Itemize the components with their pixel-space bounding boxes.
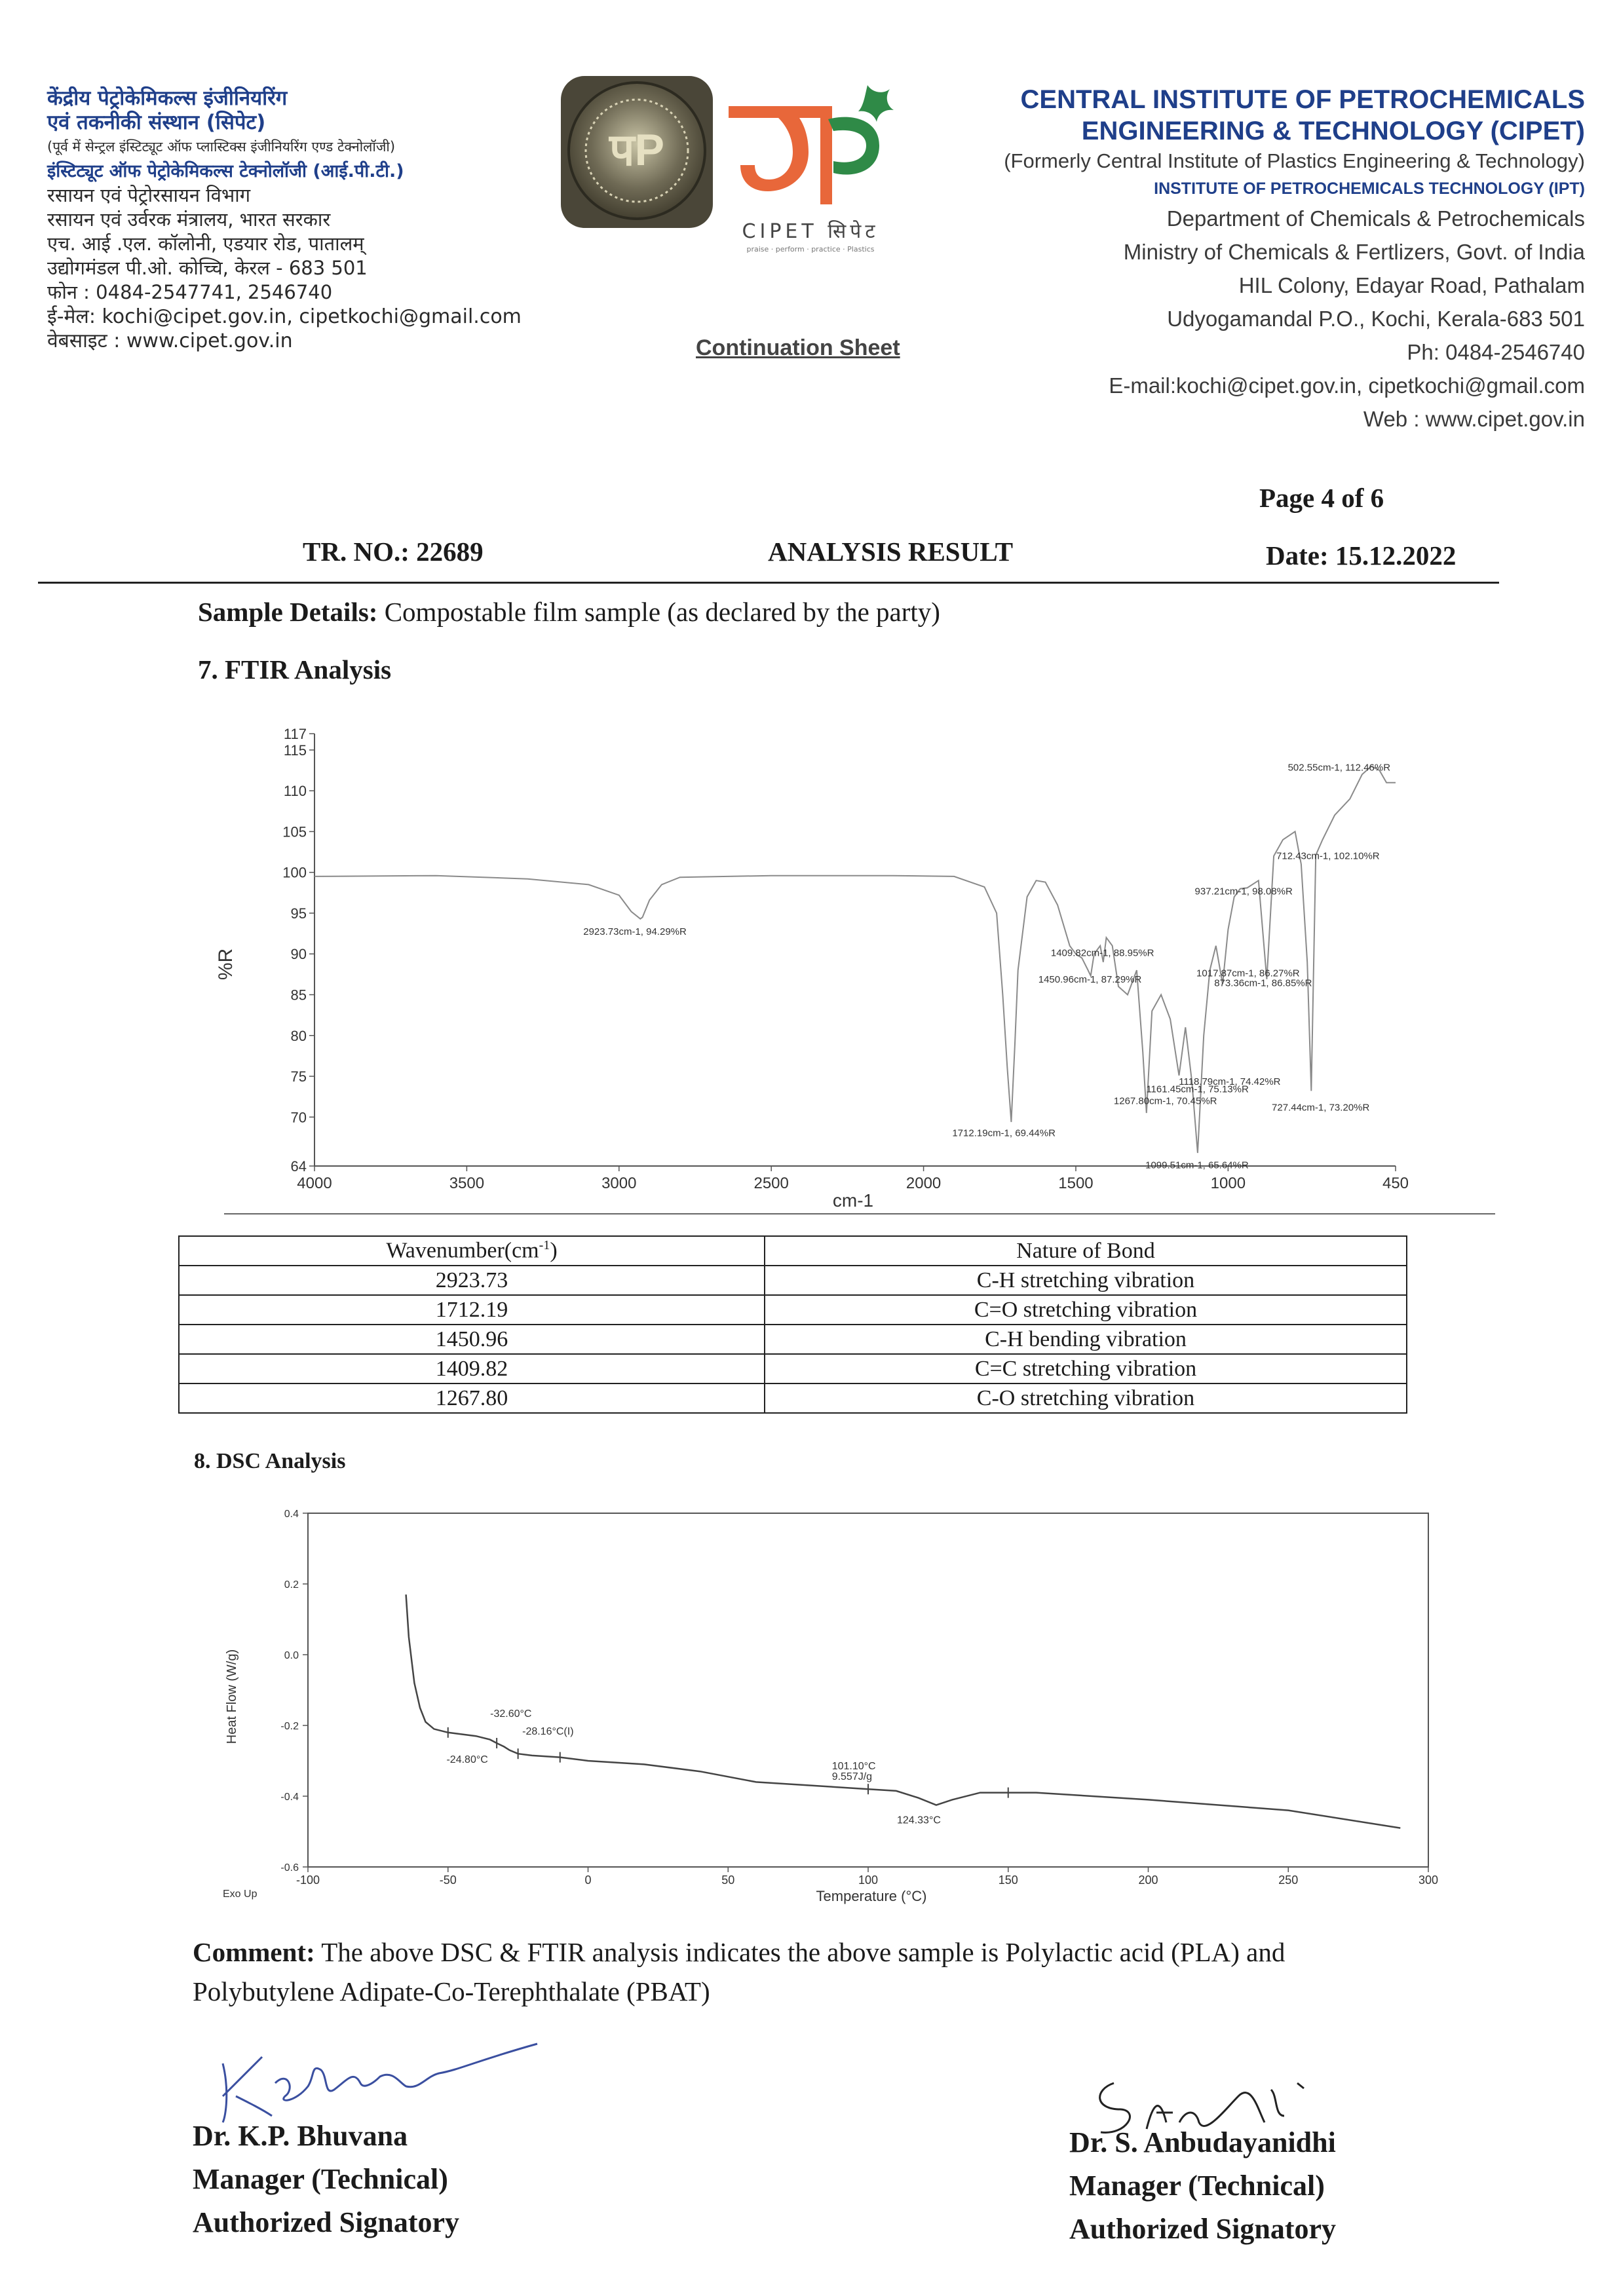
ftir-y-tick-label: 110 [283,783,307,800]
dsc-y-tick-label: 0.4 [284,1509,299,1520]
bond-cell: C-H bending vibration [765,1325,1407,1354]
wavenumber-cell: 2923.73 [179,1266,765,1295]
bond-table [178,1235,1407,1414]
ftir-x-tick-label: 3000 [601,1175,637,1192]
ftir-peak-label: 712.43cm-1, 102.10%R [1276,850,1380,862]
page-number: Page 4 of 6 [1259,483,1384,513]
ftir-x-tick-label: 2000 [905,1175,942,1192]
ftir-peak-label: 1450.96cm-1, 87.29%R [1038,973,1142,985]
table-header-bond: Nature of Bond [765,1236,1407,1266]
dsc-x-axis-label: Temperature (°C) [816,1888,927,1904]
hindi-line: केंद्रीय पेट्रोकेमिकल्स इंजीनियरिंग [47,86,288,110]
signatory-title: Manager (Technical) [1069,2170,1325,2202]
english-line: Udyogamandal P.O., Kochi, Kerala-683 501 [1167,307,1585,331]
ftir-peak-label: 873.36cm-1, 86.85%R [1214,977,1312,989]
ftir-peak-label: 1118.79cm-1, 74.42%R [1179,1076,1281,1088]
hindi-line: फोन : 0484-2547741, 2546740 [47,281,333,303]
ftir-x-tick-label: 450 [1382,1175,1409,1192]
dsc-heat-flow-line [406,1594,1401,1828]
english-line: Ph: 0484-2546740 [1407,340,1585,364]
comment-line [193,1932,1503,1972]
svg-text:पP: पP [609,125,664,175]
dsc-x-tick-label: -100 [295,1873,320,1887]
comment-block [193,1932,1503,2011]
ftir-chart-svg [216,721,1448,1225]
ftir-y-tick-label: 70 [290,1109,307,1126]
ftir-peak-label: 1712.19cm-1, 69.44%R [952,1127,1056,1139]
dsc-y-axis-label: Heat Flow (W/g) [225,1649,239,1744]
hindi-line: एवं तकनीकी संस्थान (सिपेट) [47,111,266,134]
ftir-x-tick-label: 3500 [449,1175,485,1192]
ftir-peak-label: 1161.45cm-1, 75.13%R [1146,1083,1249,1095]
bond-cell: C-O stretching vibration [765,1383,1407,1413]
table-header-wavenumber: $Wavenumber(cm^{-1})$ [179,1236,765,1266]
sample-details-label: Sample Details: [198,597,378,627]
hindi-line: उद्योगमंडल पी.ओ. कोच्चि, केरल - 683 501 [47,257,368,279]
ftir-peak-label: 937.21cm-1, 98.08%R [1194,886,1293,897]
cipet-logo-text: CIPET सिपेट [742,220,879,243]
table-header-row [179,1236,1407,1266]
ftir-heading: 7. FTIR Analysis [198,654,392,685]
signatory-title: Manager (Technical) [193,2163,448,2195]
dsc-y-tick-label: -0.2 [280,1721,299,1732]
dsc-annotation: -24.80°C [446,1754,488,1766]
ftir-spectrum-line [314,766,1396,1153]
hindi-line: इंस्टिट्यूट ऑफ पेट्रोकेमिकल्स टेक्नोलॉजी (आई.पी.टी.) [47,161,404,181]
ftir-y-tick-label: 105 [282,823,307,840]
dsc-chart [197,1500,1468,1919]
ftir-peak-label: 502.55cm-1, 112.46%R [1287,762,1391,774]
ftir-y-tick-label: 80 [290,1027,307,1044]
dsc-x-tick-label: 50 [721,1873,735,1887]
english-line: E-mail:kochi@cipet.gov.in, cipetkochi@gmail.com [1109,373,1585,398]
dsc-x-tick-label: 150 [998,1873,1018,1887]
hindi-line: एच. आई .एल. कॉलोनी, एडयार रोड, पातालम् [47,233,364,255]
table-row [179,1295,1407,1325]
dsc-x-tick-label: 0 [584,1873,592,1887]
ftir-peak-label: 1099.51cm-1, 65.64%R [1145,1159,1249,1171]
english-line: Ministry of Chemicals & Fertlizers, Govt. of India [1123,240,1585,264]
dsc-y-tick-label: -0.6 [280,1862,299,1873]
dsc-exo-label: Exo Up [223,1889,257,1900]
ftir-y-axis-label: %R [216,948,237,981]
hindi-line: वेबसाइट : www.cipet.gov.in [47,329,293,352]
dsc-annotation: 9.557J/g [831,1771,873,1783]
ftir-y-tick-label: 64 [290,1158,307,1175]
comment-line: Polybutylene Adipate-Co-Terephthalate (PBAT) [193,1976,710,2006]
bond-cell: C-H stretching vibration [765,1266,1407,1295]
ftir-x-axis-label: cm-1 [832,1190,874,1211]
ftir-peak-label: 1267.80cm-1, 70.45%R [1113,1095,1217,1107]
dsc-x-tick-label: 300 [1418,1873,1439,1887]
ftir-x-tick-label: 1500 [1058,1175,1094,1192]
ftir-y-tick-label: 115 [283,742,307,759]
dsc-x-tick-label: 200 [1138,1873,1158,1887]
dsc-y-tick-label: 0.0 [284,1650,299,1661]
dsc-heading: 8. DSC Analysis [194,1449,346,1473]
ftir-peak-label: 2923.73cm-1, 94.29%R [583,926,687,937]
signatory-left [193,2115,459,2244]
ftir-y-tick-label: 100 [282,864,307,881]
wavenumber-cell: 1712.19 [179,1295,765,1325]
english-line: Web : www.cipet.gov.in [1363,407,1585,431]
page-heading: ANALYSIS RESULT [768,536,1014,567]
dsc-annotation: 124.33°C [897,1815,941,1826]
dsc-x-tick-label: 100 [858,1873,879,1887]
chart-divider [224,1213,1495,1214]
english-line: Department of Chemicals & Petrochemicals [1166,206,1585,231]
signatory-role: Authorized Signatory [1069,2213,1336,2245]
english-line: HIL Colony, Edayar Road, Pathalam [1238,273,1585,297]
comment-label: Comment: [193,1937,315,1967]
dsc-chart-svg [197,1500,1468,1919]
table-row [179,1383,1407,1413]
table-row [179,1354,1407,1383]
tr-number: TR. NO.: 22689 [303,536,484,567]
institute-title-line-2: ENGINEERING & TECHNOLOGY (CIPET) [1081,117,1585,145]
institute-title-line-1: CENTRAL INSTITUTE OF PETROCHEMICALS [1020,85,1585,114]
signatory-role: Authorized Signatory [193,2206,459,2238]
dsc-y-tick-label: 0.2 [284,1579,299,1590]
hindi-line: ई-मेल: kochi@cipet.gov.in, cipetkochi@gmail.com [47,305,522,328]
dsc-x-tick-label: -50 [439,1873,457,1887]
dsc-y-tick-label: -0.4 [280,1792,299,1803]
sample-details-value: Compostable film sample (as declared by the party) [377,597,940,627]
ftir-peak-label: 1409.82cm-1, 88.95%R [1050,947,1154,959]
ftir-x-tick-label: 2500 [753,1175,789,1192]
report-date: Date: 15.12.2022 [1266,540,1457,571]
ftir-y-tick-label: 117 [283,726,307,742]
ftir-y-tick-label: 95 [290,905,307,922]
comment-text: The above DSC & FTIR analysis indicates the above sample is Polylactic acid (PLA) and [314,1937,1286,1967]
hologram-seal [558,73,715,231]
hindi-line: रसायन एवं उर्वरक मंत्रालय, भारत सरकार [47,208,331,231]
ftir-peak-label: 727.44cm-1, 73.20%R [1272,1102,1370,1114]
sample-details [198,596,940,628]
dsc-annotation: 101.10°C [831,1761,876,1773]
wavenumber-cell: 1450.96 [179,1325,765,1354]
ftir-x-tick-label: 4000 [297,1175,332,1192]
hindi-line: रसायन एवं पेट्रोरसायन विभाग [47,184,251,206]
english-line: INSTITUTE OF PETROCHEMICALS TECHNOLOGY (IPT) [1154,179,1585,198]
signatory-name: Dr. K.P. Bhuvana [193,2120,408,2152]
handwritten-signature-icon [197,2024,563,2129]
dsc-plot-frame [308,1513,1428,1867]
ftir-peak-label: 1017.87cm-1, 86.27%R [1196,968,1300,979]
ftir-y-tick-label: 90 [290,946,307,963]
bond-cell: C=C stretching vibration [765,1354,1407,1383]
bond-cell: C=O stretching vibration [765,1295,1407,1325]
table-row [179,1266,1407,1295]
continuation-sheet-label: Continuation Sheet [696,335,900,360]
dsc-x-tick-label: 250 [1278,1873,1299,1887]
ftir-y-tick-label: 75 [290,1068,307,1085]
table-row [179,1325,1407,1354]
signatory-right [1069,2121,1336,2251]
dsc-annotation: -32.60°C [490,1708,532,1720]
ftir-x-tick-label: 1000 [1210,1175,1246,1192]
wavenumber-cell: 1267.80 [179,1383,765,1413]
hologram-seal-icon [558,73,715,231]
english-line: (Formerly Central Institute of Plastics Engineering & Technology) [1004,149,1585,172]
header-divider [38,582,1499,584]
hindi-address-block [47,86,584,353]
hindi-line: (पूर्व में सेन्ट्रल इंस्टिट्यूट ऑफ प्लास्टिक्स इंजीनियरिंग एण्ड टेक्नोलॉजी) [47,139,396,155]
wavenumber-cell: 1409.82 [179,1354,765,1383]
ftir-chart [216,721,1448,1225]
dsc-annotation: -28.16°C(I) [522,1725,574,1737]
cipet-logo-tagline: praise · perform · practice · Plastics [746,245,875,254]
ftir-y-tick-label: 85 [290,987,307,1004]
signatory-name: Dr. S. Anbudayanidhi [1069,2126,1336,2158]
english-address-block [851,84,1585,436]
